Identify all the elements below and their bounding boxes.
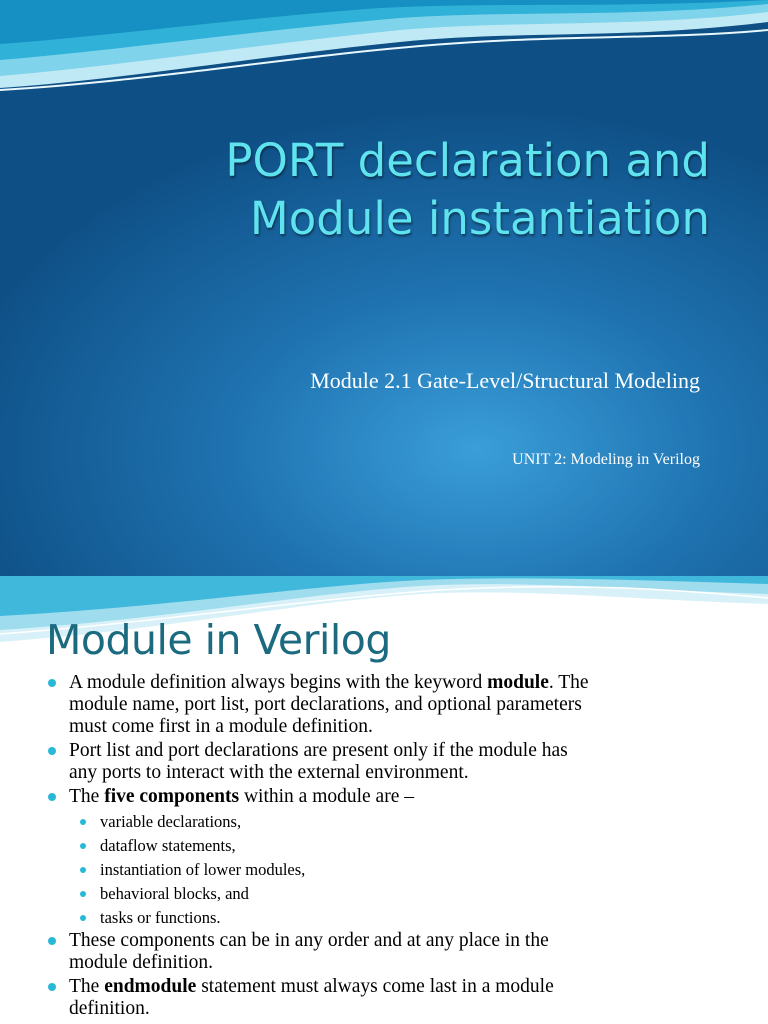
keyword: module [487,672,549,693]
list-item [46,786,746,808]
list-item [46,672,746,738]
unit-label: UNIT 2: Modeling in Verilog [512,451,700,468]
text: any ports to interact with the external environment. [69,762,469,783]
content-slide [0,576,768,1024]
sub-list-item: instantiation of lower modules, [77,858,746,882]
wave-decoration [0,0,768,100]
list-item [46,930,746,974]
list-item [46,976,746,1020]
text: statement must always come last in a module [196,976,554,997]
slide-subtitle: Module 2.1 Gate-Level/Structural Modeling [310,368,700,393]
sub-list-item: tasks or functions. [77,906,746,930]
text: The [69,786,105,807]
bullet-list [46,672,746,1022]
text: Port list and port declarations are present only if the module has [69,740,568,761]
text: must come first in a module definition. [69,716,373,737]
text: within a module are – [239,786,414,807]
keyword: five components [104,786,240,807]
title-line-1: PORT declaration and [225,134,710,187]
sub-list-item: variable declarations, [77,810,746,834]
text: The [69,976,105,997]
text: . The [548,672,589,693]
keyword: endmodule [104,976,197,997]
slide-title [150,132,710,248]
text: These components can be in any order and at any place in the [69,930,549,951]
slide-title: Module in Verilog [46,616,391,664]
title-line-2: Module instantiation [249,192,710,245]
text: module name, port list, port declarations, and optional parameters [69,694,582,715]
list-item [46,740,746,784]
sub-list-item: dataflow statements, [77,834,746,858]
text: module definition. [69,952,214,973]
text: A module definition always begins with the keyword [69,672,488,693]
sub-list-item: behavioral blocks, and [77,882,746,906]
text: definition. [69,998,150,1019]
